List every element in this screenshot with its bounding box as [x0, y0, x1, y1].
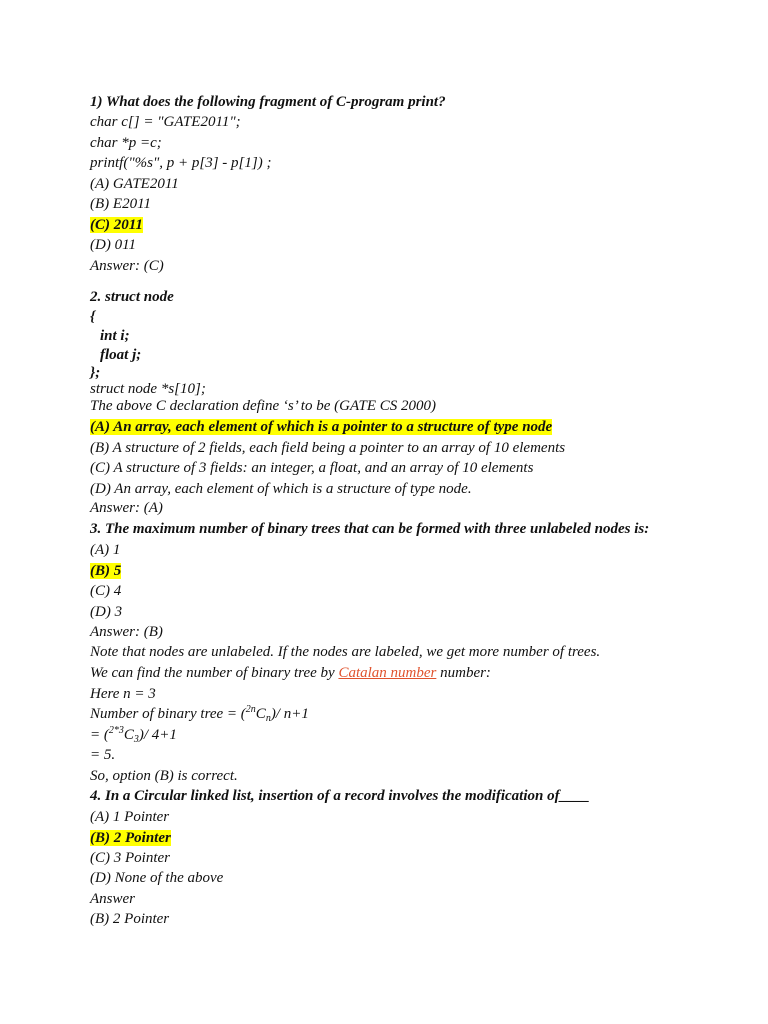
q3-note: Note that nodes are unlabeled. If the nodes are labeled, we get more number of trees.: [90, 644, 601, 660]
q3-option-d: (D) 3: [90, 604, 123, 620]
formula-text: )/ 4+1: [138, 727, 177, 743]
formula-text: Number of binary tree = (: [90, 706, 246, 722]
q3-title: 3. The maximum number of binary trees that can be formed with three unlabeled nodes is:: [90, 521, 650, 537]
q1-title: 1) What does the following fragment of C-program print?: [90, 94, 446, 110]
q3-answer: Answer: (B): [90, 624, 163, 640]
q2-option-b: (B) A structure of 2 fields, each field being a pointer to an array of 10 elements: [90, 440, 566, 456]
formula-text: C: [255, 706, 266, 722]
q3-option-b-highlighted: (B) 5: [90, 563, 122, 579]
q2-description: The above C declaration define ‘s’ to be (GATE CS 2000): [90, 398, 437, 414]
q4-option-b-highlighted: (B) 2 Pointer: [90, 830, 171, 846]
q2-declaration: struct node *s[10];: [90, 381, 206, 397]
q2-option-d: (D) An array, each element of which is a structure of type node.: [90, 481, 472, 497]
q1-code-line: printf("%s", p + p[3] - p[1]) ;: [90, 155, 272, 171]
q2-option-a-highlighted: (A) An array, each element of which is a pointer to a structure of type node: [90, 419, 553, 435]
q2-answer: Answer: (A): [90, 500, 163, 516]
q4-option-a: (A) 1 Pointer: [90, 809, 170, 825]
q3-option-c: (C) 4: [90, 583, 122, 599]
q1-code-line: char c[] = "GATE2011";: [90, 114, 241, 130]
q2-option-c: (C) A structure of 3 fields: an integer, a float, and an array of 10 elements: [90, 460, 534, 476]
q4-answer: Answer: [90, 891, 135, 907]
q3-conclusion: So, option (B) is correct.: [90, 768, 238, 784]
q2-struct-close: };: [90, 365, 101, 381]
q2-struct-open: {: [90, 309, 96, 325]
q3-catalan-line: [90, 664, 491, 683]
q3-formula-1: [90, 705, 309, 724]
q3-option-a: (A) 1: [90, 542, 121, 558]
catalan-number-link[interactable]: Catalan number: [338, 665, 437, 681]
formula-text: = (: [90, 727, 109, 743]
q4-option-c: (C) 3 Pointer: [90, 850, 170, 866]
q1-answer: Answer: (C): [90, 258, 164, 274]
q3-result: = 5.: [90, 747, 116, 763]
formula-superscript: 2n: [245, 704, 256, 715]
formula-subscript: 3: [133, 734, 139, 745]
q1-option-c-highlighted: (C) 2011: [90, 217, 143, 233]
q1-option-b: (B) E2011: [90, 196, 151, 212]
q2-title: 2. struct node: [90, 289, 174, 305]
formula-text: )/ n+1: [270, 706, 309, 722]
q4-option-d: (D) None of the above: [90, 870, 224, 886]
q1-option-a: (A) GATE2011: [90, 176, 179, 192]
q3-catalan-suffix: number:: [436, 665, 491, 681]
formula-superscript: 2*3: [108, 725, 124, 736]
q1-option-d: (D) 011: [90, 237, 136, 253]
q4-title: 4. In a Circular linked list, insertion of a record involves the modification of____: [90, 788, 590, 804]
formula-subscript: n: [265, 713, 271, 724]
q3-catalan-text: We can find the number of binary tree by: [90, 665, 339, 681]
q3-formula-2: [90, 726, 177, 745]
q3-here-n: Here n = 3: [90, 686, 156, 702]
q4-answer-value: (B) 2 Pointer: [90, 911, 170, 927]
q1-code-line: char *p =c;: [90, 135, 162, 151]
formula-text: C: [123, 727, 134, 743]
q2-struct-field: float j;: [100, 347, 142, 363]
q2-struct-field: int i;: [100, 328, 130, 344]
